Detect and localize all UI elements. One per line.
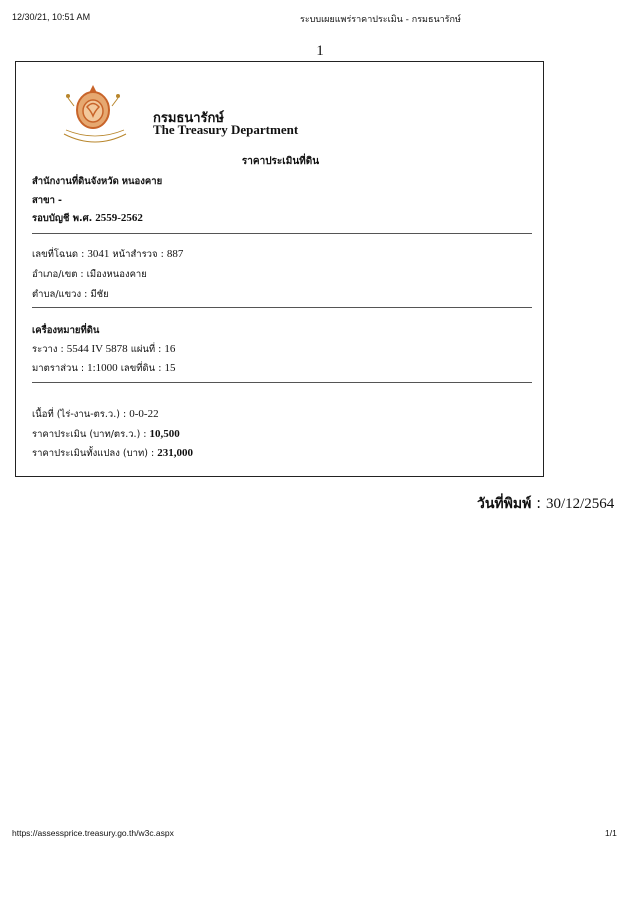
grid-label: ระวาง : — [32, 344, 64, 355]
survey-page-value: 887 — [166, 248, 184, 260]
footer-url: https://assessprice.treasury.go.th/w3c.aspx — [12, 828, 174, 838]
branch-value: - — [58, 195, 62, 206]
department-name-en: The Treasury Department — [153, 122, 299, 137]
area-line — [32, 407, 159, 422]
period-label: รอบบัญชี พ.ศ. — [32, 213, 93, 224]
subdistrict-value: มีชัย — [90, 289, 109, 300]
divider — [32, 382, 532, 383]
subdistrict-line — [32, 287, 109, 302]
parcel-value: 15 — [164, 362, 176, 374]
page-title: ระบบเผยแพร่ราคาประเมิน - กรมธนารักษ์ — [300, 15, 461, 25]
district-line — [32, 267, 147, 282]
scale-label: มาตราส่วน : — [32, 363, 85, 374]
sheet-label: แผ่นที่ : — [130, 344, 162, 355]
scale-value: 1:1000 — [87, 362, 118, 374]
land-mark-heading-text: เครื่องหมายที่ดิน — [32, 325, 100, 336]
footer-page: 1/1 — [605, 828, 617, 838]
total-label: ราคาประเมินทั้งแปลง (บาท) : — [32, 448, 155, 459]
district-label: อำเภอ/เขต : — [32, 269, 84, 280]
area-label: เนื้อที่ (ไร่-งาน-ตร.ว.) : — [32, 409, 127, 420]
treasury-seal-icon — [56, 80, 134, 144]
price-label: ราคาประเมิน (บาท/ตร.ว.) : — [32, 429, 147, 440]
print-datetime: 12/30/21, 10:51 AM — [12, 12, 91, 22]
district-value: เมืองหนองคาย — [86, 269, 147, 280]
deed-line — [32, 247, 183, 262]
area-value: 0-0-22 — [129, 408, 159, 420]
report-title: ราคาประเมินที่ดิน — [241, 156, 320, 167]
land-mark-heading — [32, 323, 99, 338]
office-name: หนองคาย — [121, 176, 163, 187]
assessment-card — [15, 61, 544, 477]
price-line — [32, 427, 180, 442]
scale-line — [32, 361, 175, 376]
deed-no-value: 3041 — [87, 248, 110, 260]
office-line — [32, 174, 162, 189]
print-date-value: 30/12/2564 — [545, 496, 615, 512]
period-value: 2559-2562 — [95, 212, 143, 224]
subdistrict-label: ตำบล/แขวง : — [32, 289, 88, 300]
print-date: วันที่พิมพ์ : 30/12/2564 — [477, 494, 615, 512]
print-date-label: วันที่พิมพ์ — [477, 496, 532, 512]
total-line — [32, 446, 193, 461]
survey-page-label: หน้าสำรวจ : — [112, 249, 164, 260]
total-value: 231,000 — [157, 447, 193, 459]
price-value: 10,500 — [149, 428, 180, 440]
grid-line — [32, 342, 175, 357]
grid-value: 5544 IV 5878 — [66, 343, 128, 355]
sheet-value: 16 — [164, 343, 176, 355]
divider — [32, 307, 532, 308]
period-line — [32, 211, 143, 226]
department-name-th: กรมธนารักษ์ — [153, 111, 224, 126]
branch-label: สาขา — [32, 195, 55, 206]
parcel-label: เลขที่ดิน : — [120, 363, 162, 374]
divider — [32, 233, 532, 234]
page-number: 1 — [316, 43, 324, 59]
office-label: สำนักงานที่ดินจังหวัด — [32, 176, 119, 187]
branch-line — [32, 193, 62, 208]
deed-no-label: เลขที่โฉนด : — [32, 249, 85, 260]
